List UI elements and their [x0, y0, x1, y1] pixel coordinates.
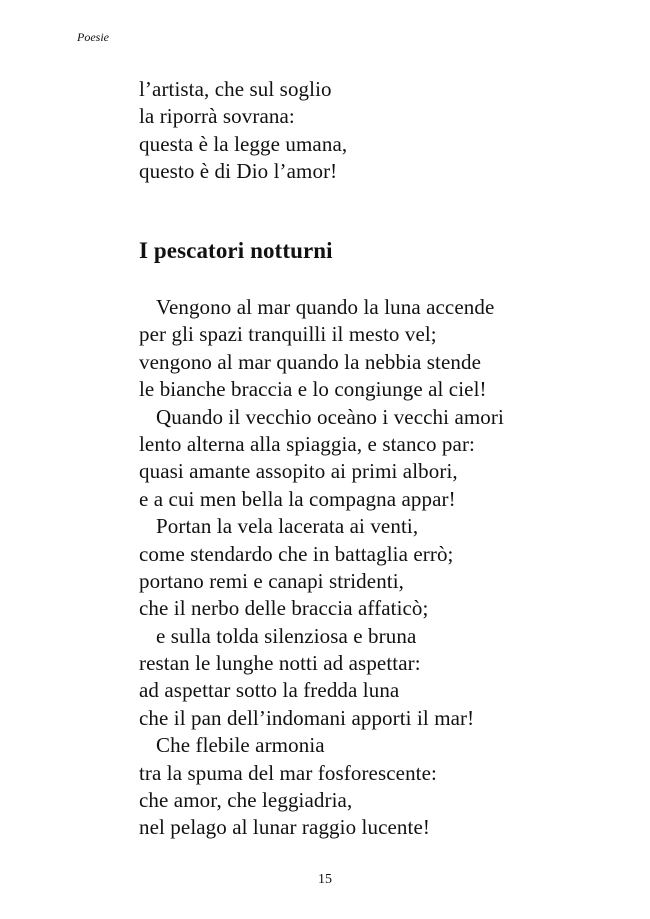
previous-poem-ending	[139, 76, 347, 186]
verse-line: Quando il vecchio oceàno i vecchi amori	[156, 404, 504, 429]
verse-line: quasi amante assopito ai primi albori,	[139, 459, 458, 484]
verse-line: la riporrà sovrana:	[139, 104, 295, 129]
running-head: Poesie	[77, 30, 109, 44]
page-number: 15	[318, 872, 332, 887]
verse-line: che amor, che leggiadria,	[139, 788, 353, 813]
verse-line: Portan la vela lacerata ai venti,	[156, 514, 419, 539]
verse-line: che il pan dell’indomani apporti il mar!	[139, 705, 475, 730]
verse-line: lento alterna alla spiaggia, e stanco par:	[139, 431, 475, 456]
verse-line: le bianche braccia e lo congiunge al ciel!	[139, 377, 487, 402]
verse-line: ad aspettar sotto la fredda luna	[139, 678, 400, 703]
verse-line: per gli spazi tranquilli il mesto vel;	[139, 322, 437, 347]
verse-line: tra la spuma del mar fosforescente:	[139, 760, 437, 785]
verse-line: nel pelago al lunar raggio lucente!	[139, 815, 430, 840]
verse-line: vengono al mar quando la nebbia stende	[139, 349, 482, 374]
verse-line: Vengono al mar quando la luna accende	[156, 295, 495, 319]
poem-body	[139, 294, 504, 842]
verse-line: e a cui men bella la compagna appar!	[139, 486, 456, 511]
verse-line: Che flebile armonia	[156, 733, 325, 758]
verse-line: l’artista, che sul soglio	[139, 77, 332, 101]
verse-line: e sulla tolda silenziosa e bruna	[156, 623, 417, 648]
verse-line: restan le lunghe notti ad aspettar:	[139, 651, 421, 676]
verse-line: questo è di Dio l’amor!	[139, 159, 338, 184]
verse-line: portano remi e canapi stridenti,	[139, 568, 405, 593]
verse-line: come stendardo che in battaglia errò;	[139, 541, 454, 566]
poem-title: I pescatori notturni	[139, 238, 333, 263]
verse-line: questa è la legge umana,	[139, 131, 348, 156]
verse-line: che il nerbo delle braccia affaticò;	[139, 596, 429, 621]
